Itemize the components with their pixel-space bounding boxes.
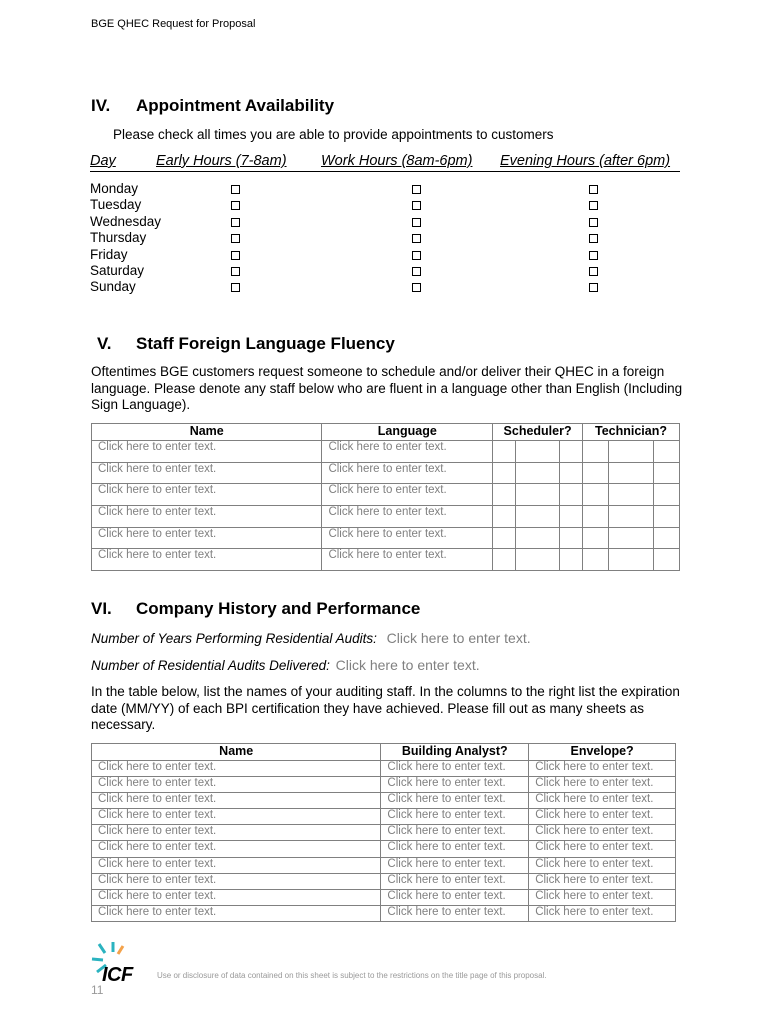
scheduler-cell[interactable] <box>516 484 560 506</box>
staff-table-row <box>92 889 676 905</box>
scheduler-cell[interactable] <box>560 527 583 549</box>
section-vi-number: VI. <box>91 599 112 618</box>
envelope-cell[interactable]: Click here to enter text. <box>529 857 676 873</box>
technician-cell[interactable] <box>583 549 609 571</box>
staff-table-row <box>92 825 676 841</box>
building-analyst-cell[interactable]: Click here to enter text. <box>381 793 529 809</box>
availability-row <box>90 181 690 197</box>
building-analyst-cell[interactable]: Click here to enter text. <box>381 777 529 793</box>
language-paragraph: Oftentimes BGE customers request someone to schedule and/or deliver their QHEC in a foreign language. Please denote any staff below who are fluent in a language other than English (Including Sign Language). <box>91 364 683 412</box>
day-label: Thursday <box>90 230 147 246</box>
technician-cell[interactable] <box>653 441 679 463</box>
name-cell[interactable]: Click here to enter text. <box>92 549 322 571</box>
scheduler-cell[interactable] <box>560 506 583 528</box>
availability-row <box>90 214 690 230</box>
audits-delivered-label: Number of Residential Audits Delivered: <box>91 658 330 673</box>
technician-cell[interactable] <box>609 484 654 506</box>
name-cell[interactable]: Click here to enter text. <box>92 484 322 506</box>
evening-hours-checkbox[interactable] <box>589 283 598 292</box>
name-cell[interactable]: Click here to enter text. <box>92 506 322 528</box>
technician-cell[interactable] <box>653 506 679 528</box>
technician-cell[interactable] <box>583 527 609 549</box>
scheduler-cell[interactable] <box>560 484 583 506</box>
availability-row <box>90 197 690 213</box>
years-performing-row <box>91 630 531 646</box>
staff-name-cell[interactable]: Click here to enter text. <box>92 761 381 777</box>
staff-table-row <box>92 905 676 921</box>
scheduler-cell[interactable] <box>493 527 516 549</box>
early-hours-checkbox[interactable] <box>231 251 240 260</box>
day-label: Friday <box>90 246 128 262</box>
building-analyst-cell[interactable]: Click here to enter text. <box>381 809 529 825</box>
section-vi-title: Company History and Performance <box>136 599 421 618</box>
col-day: Day <box>90 153 116 169</box>
availability-instruction: Please check all times you are able to provide appointments to customers <box>113 127 554 142</box>
section-iv-number: IV. <box>91 96 111 115</box>
section-v-heading <box>97 334 395 354</box>
years-performing-label: Number of Years Performing Residential Audits: <box>91 631 377 646</box>
technician-cell[interactable] <box>653 549 679 571</box>
staff-table-row <box>92 873 676 889</box>
staff-table-row <box>92 809 676 825</box>
staff-table-row <box>92 841 676 857</box>
staff-paragraph: In the table below, list the names of your auditing staff. In the columns to the right list the expiration date (MM/YY) of each BPI certification they have achieved. Please fill out as many sheets as necessary. <box>91 684 680 732</box>
scheduler-cell[interactable] <box>560 462 583 484</box>
staff-name-cell[interactable]: Click here to enter text. <box>92 841 381 857</box>
language-table-row <box>92 527 680 549</box>
technician-cell[interactable] <box>583 462 609 484</box>
technician-cell[interactable] <box>609 441 654 463</box>
language-cell[interactable]: Click here to enter text. <box>322 462 493 484</box>
language-cell[interactable]: Click here to enter text. <box>322 506 493 528</box>
page-number: 11 <box>91 983 104 997</box>
staff-name-cell[interactable]: Click here to enter text. <box>92 905 381 921</box>
work-hours-checkbox[interactable] <box>412 201 421 210</box>
scheduler-cell[interactable] <box>493 462 516 484</box>
day-label: Monday <box>90 181 139 196</box>
section-v-title: Staff Foreign Language Fluency <box>136 334 395 353</box>
day-label: Sunday <box>90 279 136 295</box>
lang-header-scheduler: Scheduler? <box>493 424 583 441</box>
language-cell[interactable]: Click here to enter text. <box>322 441 493 463</box>
early-hours-checkbox[interactable] <box>231 201 240 210</box>
name-cell[interactable]: Click here to enter text. <box>92 462 322 484</box>
availability-row <box>90 247 690 263</box>
scheduler-cell[interactable] <box>516 506 560 528</box>
building-analyst-cell[interactable]: Click here to enter text. <box>381 761 529 777</box>
col-work-hours: Work Hours (8am-6pm) <box>321 153 473 169</box>
staff-table-row <box>92 761 676 777</box>
building-analyst-cell[interactable]: Click here to enter text. <box>381 889 529 905</box>
years-performing-field[interactable]: Click here to enter text. <box>386 630 531 646</box>
language-cell[interactable]: Click here to enter text. <box>322 484 493 506</box>
scheduler-cell[interactable] <box>516 462 560 484</box>
document-header: BGE QHEC Request for Proposal <box>91 18 256 30</box>
building-analyst-cell[interactable]: Click here to enter text. <box>381 873 529 889</box>
envelope-cell[interactable]: Click here to enter text. <box>529 905 676 921</box>
section-iv-title: Appointment Availability <box>136 96 335 115</box>
staff-table-row <box>92 793 676 809</box>
audits-delivered-row <box>91 657 480 673</box>
technician-cell[interactable] <box>609 462 654 484</box>
language-table-row <box>92 441 680 463</box>
availability-row <box>90 230 690 246</box>
section-v-number: V. <box>97 334 112 353</box>
scheduler-cell[interactable] <box>560 441 583 463</box>
building-analyst-cell[interactable]: Click here to enter text. <box>381 825 529 841</box>
staff-header-building-analyst: Building Analyst? <box>381 744 529 761</box>
scheduler-cell[interactable] <box>493 441 516 463</box>
staff-name-cell[interactable]: Click here to enter text. <box>92 825 381 841</box>
staff-header-envelope: Envelope? <box>529 744 676 761</box>
staff-name-cell[interactable]: Click here to enter text. <box>92 857 381 873</box>
lang-header-technician: Technician? <box>583 424 680 441</box>
early-hours-checkbox[interactable] <box>231 185 240 194</box>
technician-cell[interactable] <box>583 441 609 463</box>
envelope-cell[interactable]: Click here to enter text. <box>529 761 676 777</box>
work-hours-checkbox[interactable] <box>412 283 421 292</box>
technician-cell[interactable] <box>653 462 679 484</box>
staff-name-cell[interactable]: Click here to enter text. <box>92 873 381 889</box>
scheduler-cell[interactable] <box>493 506 516 528</box>
building-analyst-cell[interactable]: Click here to enter text. <box>381 905 529 921</box>
language-cell[interactable]: Click here to enter text. <box>322 527 493 549</box>
envelope-cell[interactable]: Click here to enter text. <box>529 841 676 857</box>
lang-header-language: Language <box>322 424 493 441</box>
name-cell[interactable]: Click here to enter text. <box>92 527 322 549</box>
early-hours-checkbox[interactable] <box>231 283 240 292</box>
name-cell[interactable]: Click here to enter text. <box>92 441 322 463</box>
scheduler-cell[interactable] <box>560 549 583 571</box>
work-hours-checkbox[interactable] <box>412 218 421 227</box>
day-label: Wednesday <box>90 213 162 229</box>
technician-cell[interactable] <box>609 506 654 528</box>
section-vi-heading <box>91 599 420 619</box>
staff-header-name: Name <box>92 744 381 761</box>
technician-cell[interactable] <box>583 484 609 506</box>
language-table-row <box>92 462 680 484</box>
day-label: Tuesday <box>90 197 142 213</box>
technician-cell[interactable] <box>653 484 679 506</box>
evening-hours-checkbox[interactable] <box>589 267 598 276</box>
envelope-cell[interactable]: Click here to enter text. <box>529 809 676 825</box>
language-cell[interactable]: Click here to enter text. <box>322 549 493 571</box>
scheduler-cell[interactable] <box>516 527 560 549</box>
lang-header-name: Name <box>92 424 322 441</box>
envelope-cell[interactable]: Click here to enter text. <box>529 889 676 905</box>
envelope-cell[interactable]: Click here to enter text. <box>529 777 676 793</box>
footer-notice: Use or disclosure of data contained on this sheet is subject to the restrictions on the title page of this proposal. <box>157 971 547 980</box>
icf-logo <box>89 940 145 986</box>
language-table-row <box>92 549 680 571</box>
building-analyst-cell[interactable]: Click here to enter text. <box>381 841 529 857</box>
technician-cell[interactable] <box>609 527 654 549</box>
icf-logo-text: ICF <box>102 964 133 986</box>
early-hours-checkbox[interactable] <box>231 267 240 276</box>
work-hours-checkbox[interactable] <box>412 185 421 194</box>
scheduler-cell[interactable] <box>493 484 516 506</box>
envelope-cell[interactable]: Click here to enter text. <box>529 873 676 889</box>
language-table-row <box>92 484 680 506</box>
technician-cell[interactable] <box>583 506 609 528</box>
availability-header <box>90 153 680 172</box>
evening-hours-checkbox[interactable] <box>589 251 598 260</box>
scheduler-cell[interactable] <box>516 441 560 463</box>
staff-name-cell[interactable]: Click here to enter text. <box>92 793 381 809</box>
work-hours-checkbox[interactable] <box>412 234 421 243</box>
technician-cell[interactable] <box>609 549 654 571</box>
envelope-cell[interactable]: Click here to enter text. <box>529 793 676 809</box>
work-hours-checkbox[interactable] <box>412 251 421 260</box>
technician-cell[interactable] <box>653 527 679 549</box>
evening-hours-checkbox[interactable] <box>589 218 598 227</box>
scheduler-cell[interactable] <box>516 549 560 571</box>
language-table <box>91 423 680 571</box>
language-table-row <box>92 506 680 528</box>
work-hours-checkbox[interactable] <box>412 267 421 276</box>
staff-table-row <box>92 857 676 873</box>
evening-hours-checkbox[interactable] <box>589 234 598 243</box>
envelope-cell[interactable]: Click here to enter text. <box>529 825 676 841</box>
col-evening-hours: Evening Hours (after 6pm) <box>500 153 671 169</box>
staff-name-cell[interactable]: Click here to enter text. <box>92 777 381 793</box>
staff-name-cell[interactable]: Click here to enter text. <box>92 889 381 905</box>
scheduler-cell[interactable] <box>493 549 516 571</box>
staff-certification-table <box>91 743 676 922</box>
col-early-hours: Early Hours (7-8am) <box>156 153 287 169</box>
evening-hours-checkbox[interactable] <box>589 185 598 194</box>
availability-row <box>90 263 690 279</box>
early-hours-checkbox[interactable] <box>231 218 240 227</box>
building-analyst-cell[interactable]: Click here to enter text. <box>381 857 529 873</box>
section-iv-heading <box>91 96 334 116</box>
evening-hours-checkbox[interactable] <box>589 201 598 210</box>
staff-table-row <box>92 777 676 793</box>
audits-delivered-field[interactable]: Click here to enter text. <box>335 657 480 673</box>
staff-name-cell[interactable]: Click here to enter text. <box>92 809 381 825</box>
early-hours-checkbox[interactable] <box>231 234 240 243</box>
availability-row <box>90 279 690 295</box>
day-label: Saturday <box>90 263 145 278</box>
